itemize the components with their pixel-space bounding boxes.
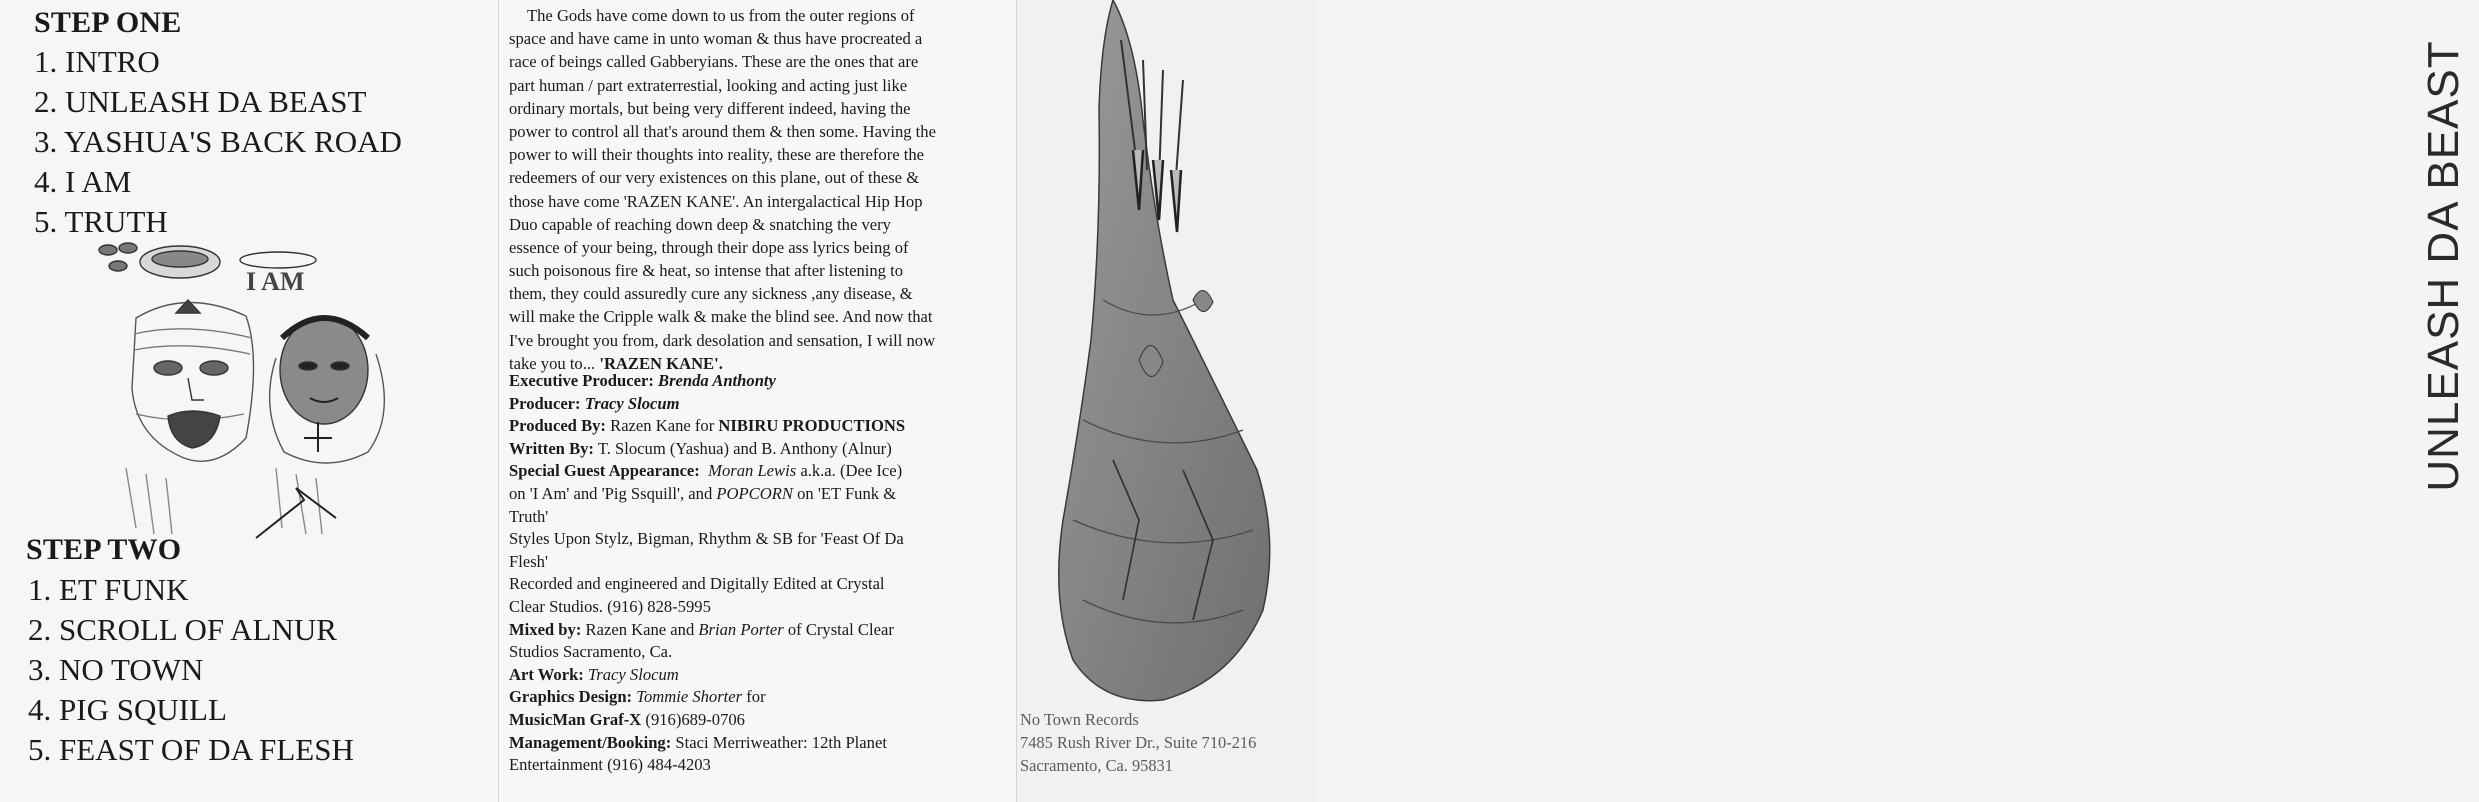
label-street: 7485 Rush River Dr., Suite 710-216	[1020, 733, 1257, 752]
track-list-item: 1. ET FUNK	[28, 572, 189, 607]
credit-label: Executive Producer:	[509, 371, 654, 390]
credit-label: Graphics Design:	[509, 687, 633, 707]
label-city: Sacramento, Ca. 95831	[1020, 756, 1173, 775]
credit-styles: Styles Upon Stylz, Bigman, Rhythm & SB for 'Feast Of Da	[509, 529, 904, 549]
record-label-address	[1020, 708, 1256, 777]
credit-producer	[509, 393, 1011, 416]
credit-text: Razen Kane and	[585, 619, 695, 639]
liner-notes-line: I've brought you from, dark desolation and sensation, I will now	[509, 330, 936, 350]
credit-executive-producer	[509, 370, 1011, 393]
tracklist-panel	[0, 0, 498, 802]
production-company: NIBIRU PRODUCTIONS	[718, 416, 906, 436]
liner-notes-line: redeemers of our very existences on this plane, out of these &	[509, 168, 920, 188]
guest-name: Moran Lewis	[708, 461, 797, 481]
credit-value: Tracy Slocum	[587, 664, 679, 684]
liner-notes-line: space and have came in unto woman & thus have procreated a	[509, 29, 923, 49]
credit-label: Produced By:	[509, 416, 606, 436]
track-list-item: 5. TRUTH	[34, 204, 168, 239]
group-name: 'RAZEN KANE'.	[599, 353, 723, 373]
credit-text: on 'ET Funk &	[797, 483, 897, 503]
credit-graphics	[509, 686, 1011, 709]
credit-art	[509, 664, 1011, 687]
credit-produced-by	[509, 415, 1011, 438]
album-title: UNLEASH DA BEAST	[2419, 40, 2468, 492]
album-credits	[509, 370, 1011, 777]
credit-label: Producer:	[509, 393, 581, 413]
track-list-item: 1. INTRO	[34, 44, 160, 79]
liner-notes-line: ordinary mortals, but being very different indeed, having the	[509, 98, 911, 118]
track-list-item: 4. PIG SQUILL	[28, 692, 227, 727]
liner-notes-line: part human / part extraterrestial, looking and acting just like	[509, 75, 908, 95]
credit-value: Razen Kane for	[610, 416, 715, 436]
credit-value: Tommie Shorter	[636, 687, 743, 707]
credit-label: Mixed by:	[509, 619, 582, 639]
credit-label: Management/Booking:	[509, 732, 672, 752]
credit-recorded: Recorded and engineered and Digitally Edited at Crystal	[509, 574, 885, 594]
track-list-item: 3. YASHUA'S BACK ROAD	[34, 124, 402, 159]
credit-guest-line: Truth'	[509, 506, 549, 526]
credit-label: Art Work:	[509, 664, 584, 684]
credit-graf-x	[509, 709, 1011, 732]
beast-sketch-illustration	[1043, 0, 1293, 720]
step-two-heading: STEP TWO	[26, 533, 182, 566]
mix-engineer: Brian Porter	[698, 619, 784, 639]
liner-notes-text	[509, 4, 1011, 375]
credit-written-by	[509, 438, 1011, 461]
liner-notes-line: The Gods have come down to us from the outer regions of	[527, 6, 915, 25]
liner-notes-line: race of beings called Gabberyians. These are the ones that are	[509, 52, 919, 72]
credit-value: Tracy Slocum	[584, 393, 680, 413]
liner-notes-line: will make the Cripple walk & make the blind see. And now that	[509, 307, 933, 327]
credit-recorded: Clear Studios. (916) 828-5995	[509, 596, 711, 616]
track-list-item: 2. SCROLL OF ALNUR	[28, 612, 337, 647]
liner-notes-line: those have come 'RAZEN KANE'. An intergalactical Hip Hop	[509, 191, 923, 211]
credit-text: of Crystal Clear	[787, 619, 894, 639]
credit-value: (916)689-0706	[645, 709, 745, 729]
liner-notes-line: power to control all that's around them & then some. Having the	[509, 121, 936, 141]
liner-notes-line: such poisonous fire & heat, so intense that after listening to	[509, 261, 904, 281]
guest-popcorn: POPCORN	[716, 483, 793, 503]
artwork-caption: I AM	[246, 267, 305, 296]
liner-notes-line: them, they could assuredly cure any sickness ,any disease, &	[509, 284, 913, 304]
liner-notes-line: essence of your being, through their dope ass lyrics being of	[509, 237, 909, 257]
credit-mixed: Studios Sacramento, Ca.	[509, 642, 673, 662]
liner-notes-panel	[498, 0, 1016, 802]
track-list-item: 5. FEAST OF DA FLESH	[28, 732, 354, 767]
credit-guest	[509, 460, 1011, 483]
liner-notes-line: power to will their thoughts into reality, these are therefore the	[509, 145, 925, 165]
credit-label: MusicMan Graf-X	[509, 709, 642, 729]
credit-label: Special Guest Appearance:	[509, 461, 700, 481]
track-list-item: 2. UNLEASH DA BEAST	[34, 84, 367, 119]
liner-notes-line: Duo capable of reaching down deep & snatching the very	[509, 214, 891, 234]
credit-mixed	[509, 619, 1011, 642]
credit-guest-line	[509, 483, 1011, 506]
last-line-text: take you to...	[509, 353, 600, 373]
cover-panel	[1016, 0, 2468, 802]
credit-value: Brenda Anthonty	[658, 371, 776, 390]
track-list-item: 3. NO TOWN	[28, 652, 204, 687]
label-name: No Town Records	[1020, 710, 1139, 729]
credit-label: Written By:	[509, 438, 594, 458]
credit-value: Staci Merriweather: 12th Planet	[675, 732, 887, 752]
credit-text: for	[746, 687, 766, 707]
credit-management: Entertainment (916) 484-4203	[509, 755, 711, 775]
credit-text: on 'I Am' and 'Pig Ssquill', and	[509, 483, 713, 503]
step-one-heading: STEP ONE	[34, 6, 182, 39]
i-am-sketch-illustration	[96, 238, 426, 538]
track-list-item: 4. I AM	[34, 164, 132, 199]
credit-value: T. Slocum (Yashua) and B. Anthony (Alnur)	[597, 438, 892, 458]
credit-styles: Flesh'	[509, 551, 548, 571]
credit-management	[509, 732, 1011, 755]
guest-aka: a.k.a. (Dee Ice)	[800, 461, 903, 481]
